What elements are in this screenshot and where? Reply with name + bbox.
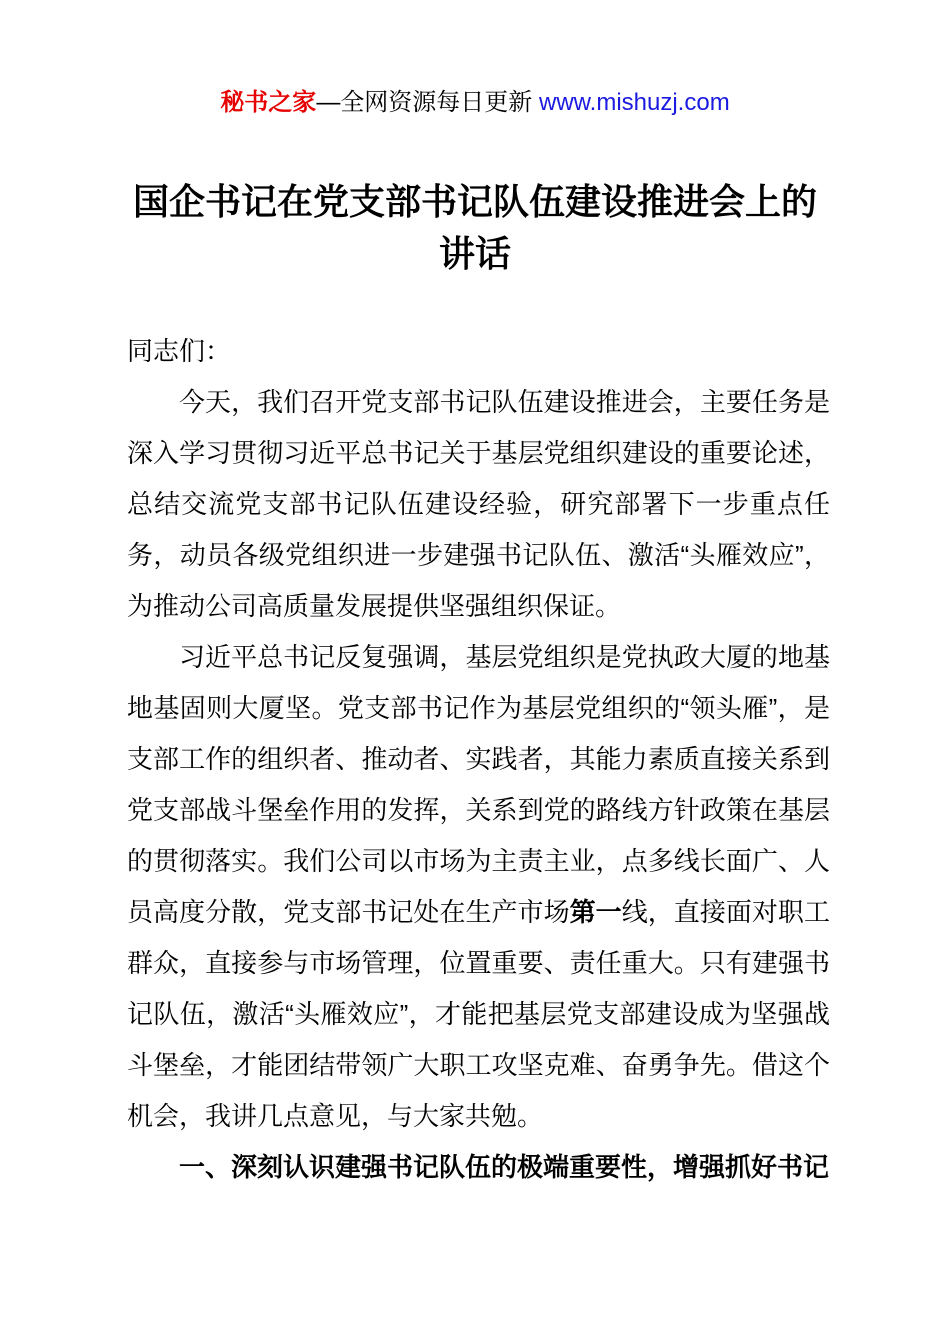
salutation: 同志们： — [127, 336, 232, 366]
header-tagline: —全网资源每日更新 — [316, 89, 539, 116]
paragraph-1: 今天，我们召开党支部书记队伍建设推进会，主要任务是深入学习贯彻习近平总书记关于基层党组织建设的重要论述，总结交流党支部书记队伍建设经验，研究部署下一步重点任务，动员各级党组织进一步建强书记队伍、激活“头雁效应”，为推动公司高质量发展提供坚强组织保证。 — [127, 387, 830, 621]
brand-name: 秘书之家 — [220, 89, 317, 116]
paragraph-2 — [127, 632, 830, 1142]
document-body — [0, 326, 950, 1193]
section-heading-1: 一、深刻认识建强书记队伍的极端重要性，增强抓好书记 — [179, 1152, 830, 1182]
site-url-link[interactable]: www.mishuzj.com — [538, 89, 730, 116]
paragraph-2-text-before: 习近平总书记反复强调，基层党组织是党执政大厦的地基地基固则大厦坚。党支部书记作为基层党组织的“领头雁”，是支部工作的组织者、推动者、实践者，其能力素质直接关系到党支部战斗堡垒作用的发挥，关系到党的路线方针政策在基层的贯彻落实。我们公司以市场为主责主业，点多线长面广、人员高度分散，党支部书记处在生产市场 — [127, 642, 830, 927]
paragraph-2-bold-text: 第一 — [569, 897, 622, 927]
document-title: 国企书记在党支部书记队伍建设推进会上的讲话 — [132, 181, 817, 274]
paragraph-2-text-after: 线，直接面对职工群众，直接参与市场管理，位置重要、责任重大。只有建强书记队伍，激活“头雁效应”，才能把基层党支部建设成为坚强战斗堡垒，才能团结带领广大职工攻坚克难、奋勇争先。借这个机会，我讲几点意见，与大家共勉。 — [127, 897, 830, 1131]
site-header — [0, 0, 950, 118]
